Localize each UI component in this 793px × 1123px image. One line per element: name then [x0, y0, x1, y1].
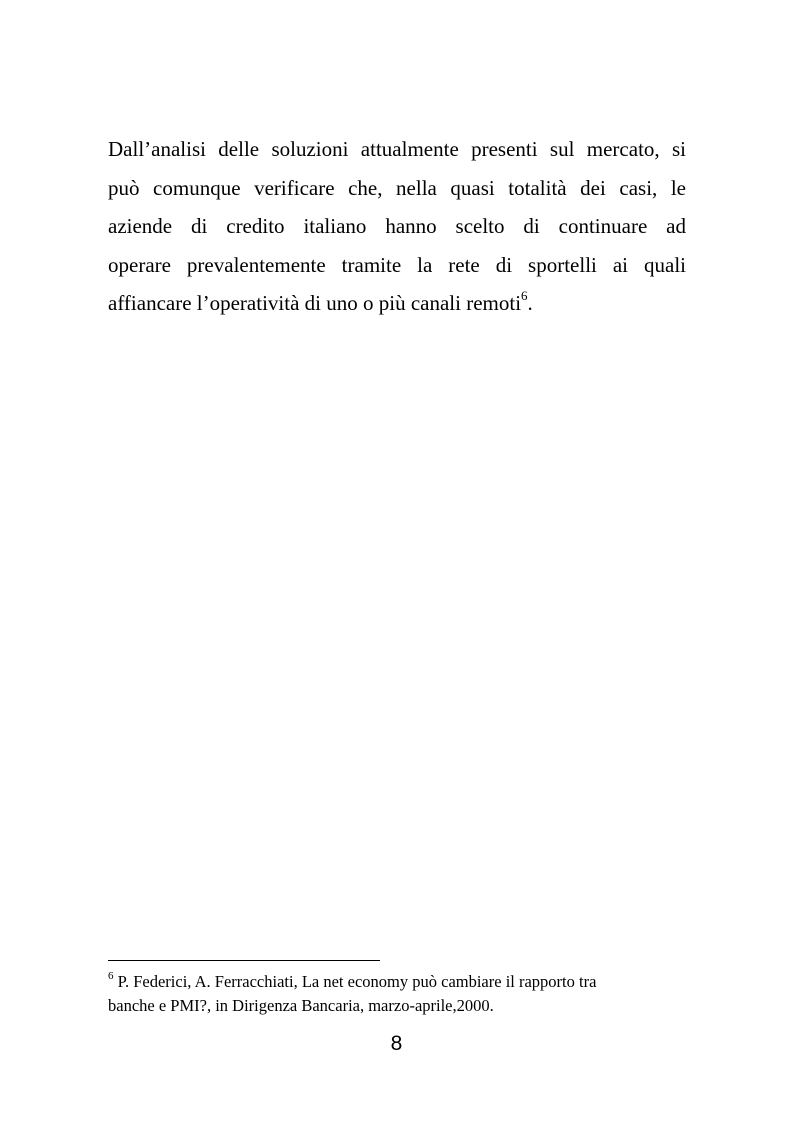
page-number: 8: [390, 1032, 403, 1055]
body-paragraph: [108, 130, 686, 323]
paragraph-line-5: [108, 284, 686, 323]
paragraph-line-2: può comunque verificare che, nella quasi totalità dei casi, le: [108, 175, 686, 200]
footnote-reference: 6: [521, 288, 528, 303]
paragraph-line-3: aziende di credito italiano hanno scelto di continuare ad: [108, 214, 686, 238]
paragraph-end-punctuation: .: [527, 291, 533, 315]
footnote-separator: [108, 960, 380, 961]
paragraph-line-4: operare prevalentemente tramite la rete di sportelli ai quali: [108, 252, 686, 277]
paragraph-line-5-text: affiancare l’operatività di uno o più canali remoti: [108, 291, 522, 315]
footnote-line-2: banche e PMI?, in Dirigenza Bancaria, marzo-aprile,2000.: [108, 996, 494, 1015]
paragraph-line-1: Dall’analisi delle soluzioni attualmente presenti sul mercato, si: [108, 137, 686, 161]
footnote-line-1: [108, 970, 688, 994]
footnote-text-line-1: P. Federici, A. Ferracchiati, La net economy può cambiare il rapporto tra: [113, 972, 597, 991]
footnote-number: 6: [108, 969, 114, 982]
footnote: [108, 970, 688, 1018]
